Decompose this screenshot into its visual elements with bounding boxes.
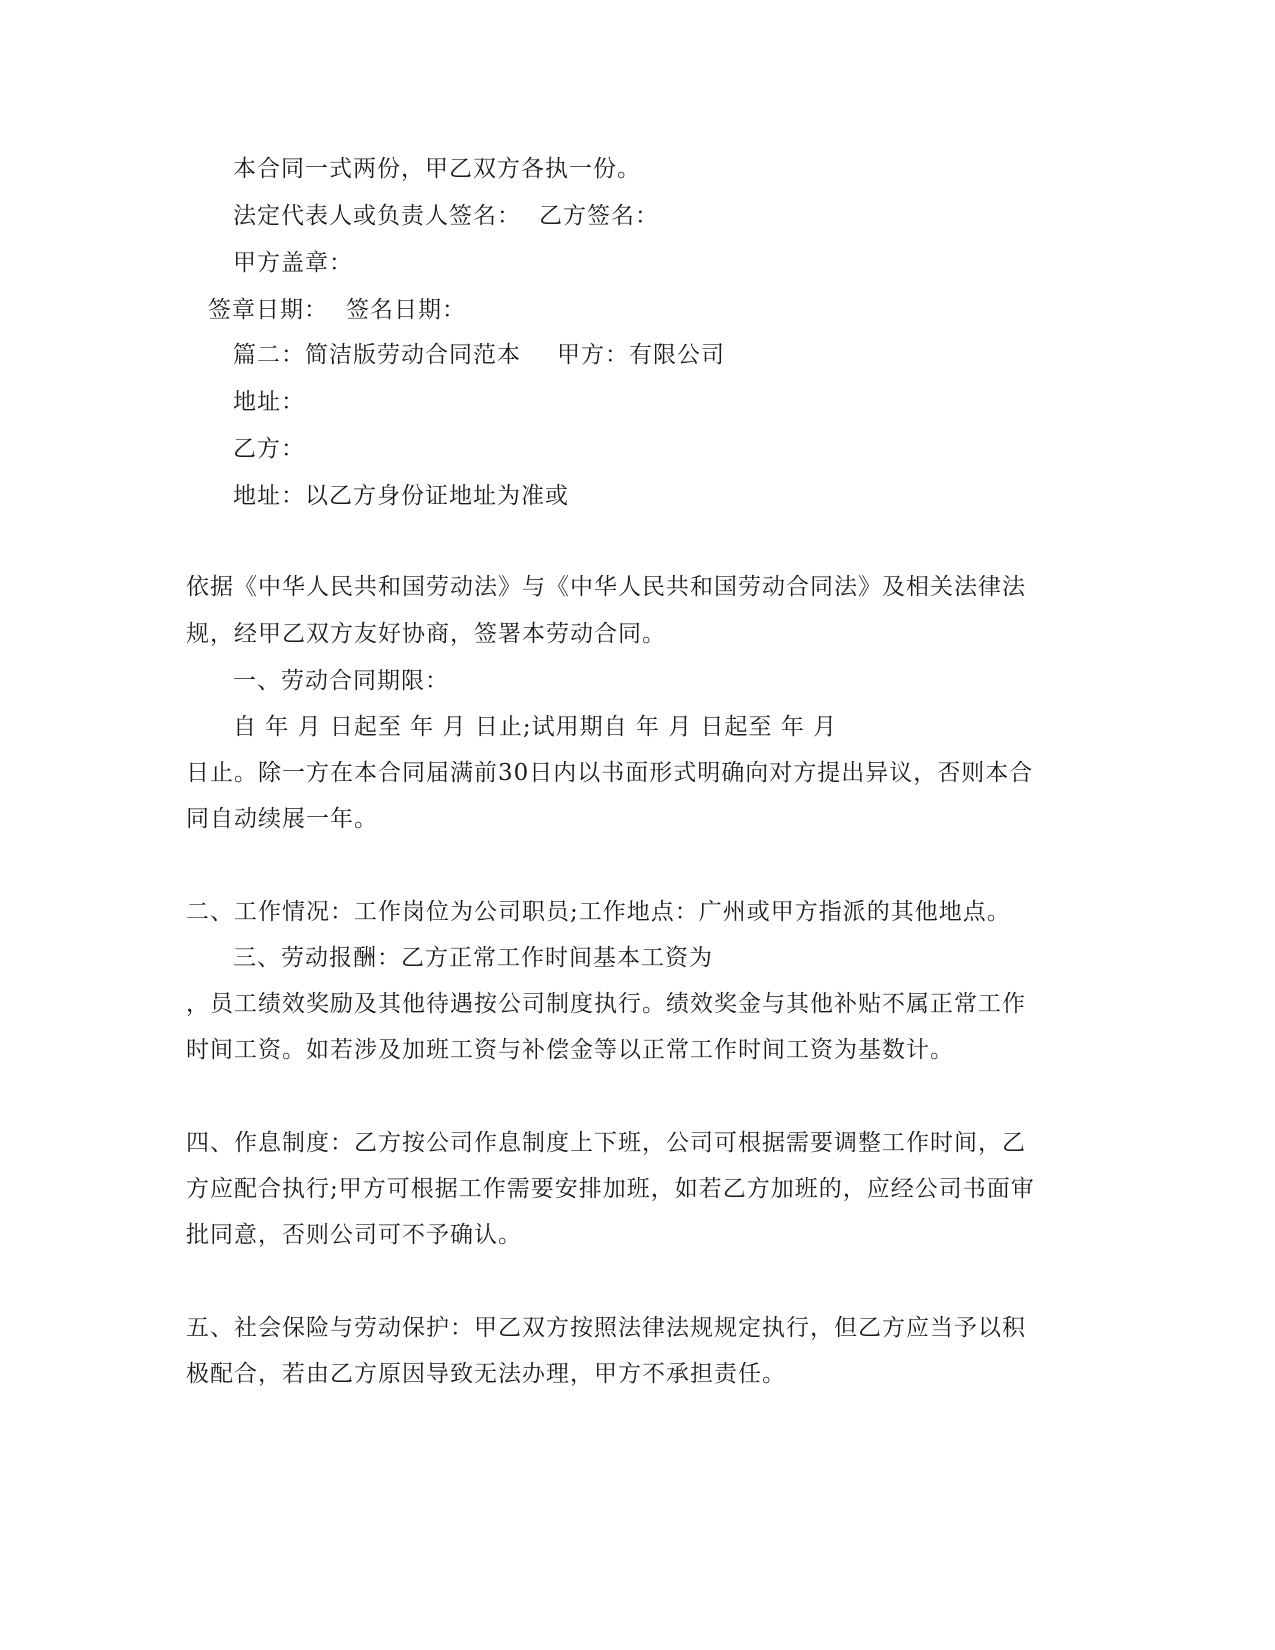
- date-row: [208, 295, 466, 325]
- clause-5-line-1: 五、社会保险与劳动保护：甲乙双方按照法律法规规定执行，但乙方应当予以积: [186, 1315, 1026, 1341]
- clause-4-line-2: 方应配合执行;甲方可根据工作需要安排加班，如若乙方加班的，应经公司书面审: [186, 1176, 1035, 1202]
- signature-row: [233, 201, 659, 231]
- party-a-name: 甲方：有限公司: [557, 342, 725, 368]
- seal-date-label: 签章日期：: [208, 297, 328, 323]
- section-title: 篇二：简洁版劳动合同范本: [233, 342, 521, 368]
- party-b-label: 乙方：: [233, 436, 305, 462]
- copies-clause: 本合同一式两份，甲乙双方各执一份。: [233, 156, 641, 182]
- party-a-seal-label: 甲方盖章：: [233, 250, 353, 276]
- clause-1-line-2: 日止。除一方在本合同届满前30日内以书面形式明确向对方提出异议，否则本合: [186, 760, 1034, 786]
- clause-1-line-1: 自 年 月 日起至 年 月 日止;试用期自 年 月 日起至 年 月: [233, 714, 838, 740]
- preamble-line-2: 规，经甲乙双方友好协商，签署本劳动合同。: [186, 621, 666, 647]
- party-b-address: 地址：以乙方身份证地址为准或: [233, 483, 569, 509]
- clause-1-line-3: 同自动续展一年。: [186, 806, 378, 832]
- legal-rep-signature-label: 法定代表人或负责人签名：: [233, 203, 521, 229]
- clause-1-heading: 一、劳动合同期限：: [233, 668, 449, 694]
- party-b-signature-label: 乙方签名：: [539, 203, 659, 229]
- clause-2: 二、工作情况：工作岗位为公司职员;工作地点：广州或甲方指派的其他地点。: [186, 899, 1011, 925]
- party-a-address-label: 地址：: [233, 389, 305, 415]
- clause-3-line-1: 三、劳动报酬：乙方正常工作时间基本工资为: [233, 945, 713, 971]
- preamble-line-1: 依据《中华人民共和国劳动法》与《中华人民共和国劳动合同法》及相关法律法: [186, 574, 1026, 600]
- clause-4-line-3: 批同意，否则公司可不予确认。: [186, 1222, 522, 1248]
- section-heading-row: [233, 340, 725, 370]
- clause-4-line-1: 四、作息制度：乙方按公司作息制度上下班，公司可根据需要调整工作时间，乙: [186, 1130, 1026, 1156]
- clause-5-line-2: 极配合，若由乙方原因导致无法办理，甲方不承担责任。: [186, 1361, 786, 1387]
- clause-3-line-3: 时间工资。如若涉及加班工资与补偿金等以正常工作时间工资为基数计。: [186, 1037, 954, 1063]
- sign-date-label: 签名日期：: [346, 297, 466, 323]
- clause-3-line-2: ，员工绩效奖励及其他待遇按公司制度执行。绩效奖金与其他补贴不属正常工作: [186, 991, 1026, 1017]
